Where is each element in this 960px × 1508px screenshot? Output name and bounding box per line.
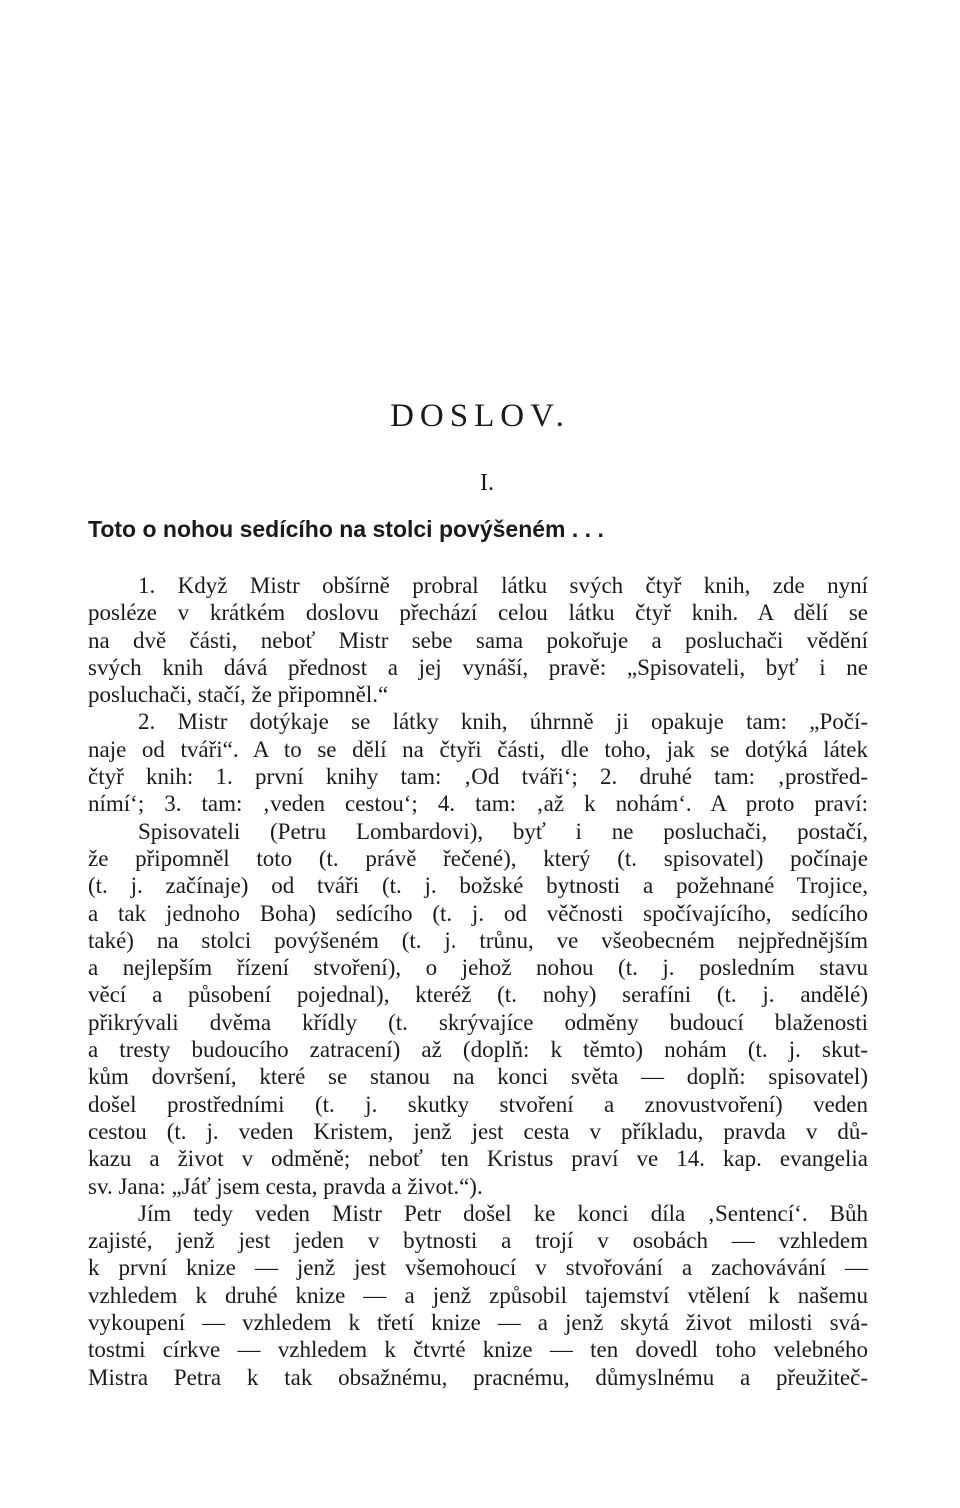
text-line: svých knih dává přednost a jej vynáší, pravě: „Spisovateli, byť i ne	[88, 654, 868, 680]
text-line: tostmi církve — vzhledem k čtvrté knize — ten dovedl toho velebného	[88, 1337, 868, 1363]
text-line: vykoupení — vzhledem k třetí knize — a jenž skytá život milosti svá-	[88, 1310, 868, 1336]
text-line: posléze v krátkém doslovu přechází celou látku čtyř knih. A dělí se	[88, 600, 868, 626]
text-line: kazu a život v odměně; neboť ten Kristus praví ve 14. kap. evangelia	[88, 1146, 868, 1172]
text-line: posluchači, stačí, že připomněl.“	[88, 682, 389, 708]
text-line: a tak jednoho Boha) sedícího (t. j. od věčnosti spočívajícího, sedícího	[88, 900, 868, 926]
text-line: 2. Mistr dotýkaje se látky knih, úhrnně ji opakuje tam: „Počí-	[138, 709, 868, 735]
text-line: že připomněl toto (t. právě řečené), který (t. spisovatel) počínaje	[88, 845, 868, 871]
text-line: vzhledem k druhé knize — a jenž způsobil tajemství vtělení k našemu	[88, 1282, 868, 1308]
text-line: Spisovateli (Petru Lombardovi), byť i ne posluchači, postačí,	[138, 818, 868, 844]
text-line: 1. Když Mistr obšírně probral látku svých čtyř knih, zde nyní	[138, 573, 868, 598]
body-text	[88, 572, 868, 1391]
text-line: a nejlepším řízení stvoření), o jehož nohou (t. j. posledním stavu	[88, 955, 868, 981]
section-heading: Toto o nohou sedícího na stolci povýšeném . . .	[88, 516, 604, 542]
text-line: zajisté, jenž jest jeden v bytnosti a trojí v osobách — vzhledem	[88, 1228, 868, 1254]
text-line: nímí‘; 3. tam: ‚veden cestou‘; 4. tam: ‚až k nohám‘. A proto praví:	[88, 791, 868, 817]
text-line: k první knize — jenž jest všemohoucí v stvořování a zachovávání —	[88, 1255, 868, 1281]
text-line: (t. j. začínaje) od tváři (t. j. božské bytnosti a požehnané Trojice,	[88, 873, 868, 899]
page-title: DOSLOV.	[390, 398, 570, 434]
text-line: došel prostředními (t. j. skutky stvoření a znovustvoření) veden	[88, 1091, 868, 1117]
text-line: sv. Jana: „Jáť jsem cesta, pravda a život.“).	[88, 1173, 483, 1199]
section-number: I.	[480, 470, 494, 496]
text-line: také) na stolci povýšeném (t. j. trůnu, ve všeobecném nejpřednějším	[88, 927, 868, 953]
text-line: cestou (t. j. veden Kristem, jenž jest cesta v příkladu, pravda v dů-	[88, 1118, 868, 1144]
text-line: a tresty budoucího zatracení) až (doplň: k těmto) nohám (t. j. skut-	[88, 1037, 868, 1063]
text-line: přikrývali dvěma křídly (t. skrývajíce odměny budoucí blaženosti	[88, 1009, 868, 1035]
text-line: naje od tváři“. A to se dělí na čtyři části, dle toho, jak se dotýká látek	[88, 736, 868, 762]
text-line: věcí a působení pojednal), kteréž (t. nohy) serafíni (t. j. andělé)	[88, 982, 868, 1008]
text-line: na dvě části, neboť Mistr sebe sama pokořuje a posluchači vědění	[88, 627, 868, 653]
text-line: kům dovršení, které se stanou na konci světa — doplň: spisovatel)	[88, 1064, 868, 1090]
text-line: Mistra Petra k tak obsažnému, pracnému, důmyslnému a přeužiteč-	[88, 1364, 868, 1390]
text-line: čtyř knih: 1. první knihy tam: ‚Od tváři‘; 2. druhé tam: ‚prostřed-	[88, 764, 868, 790]
text-line: Jím tedy veden Mistr Petr došel ke konci díla ‚Sentencí‘. Bůh	[138, 1200, 868, 1226]
